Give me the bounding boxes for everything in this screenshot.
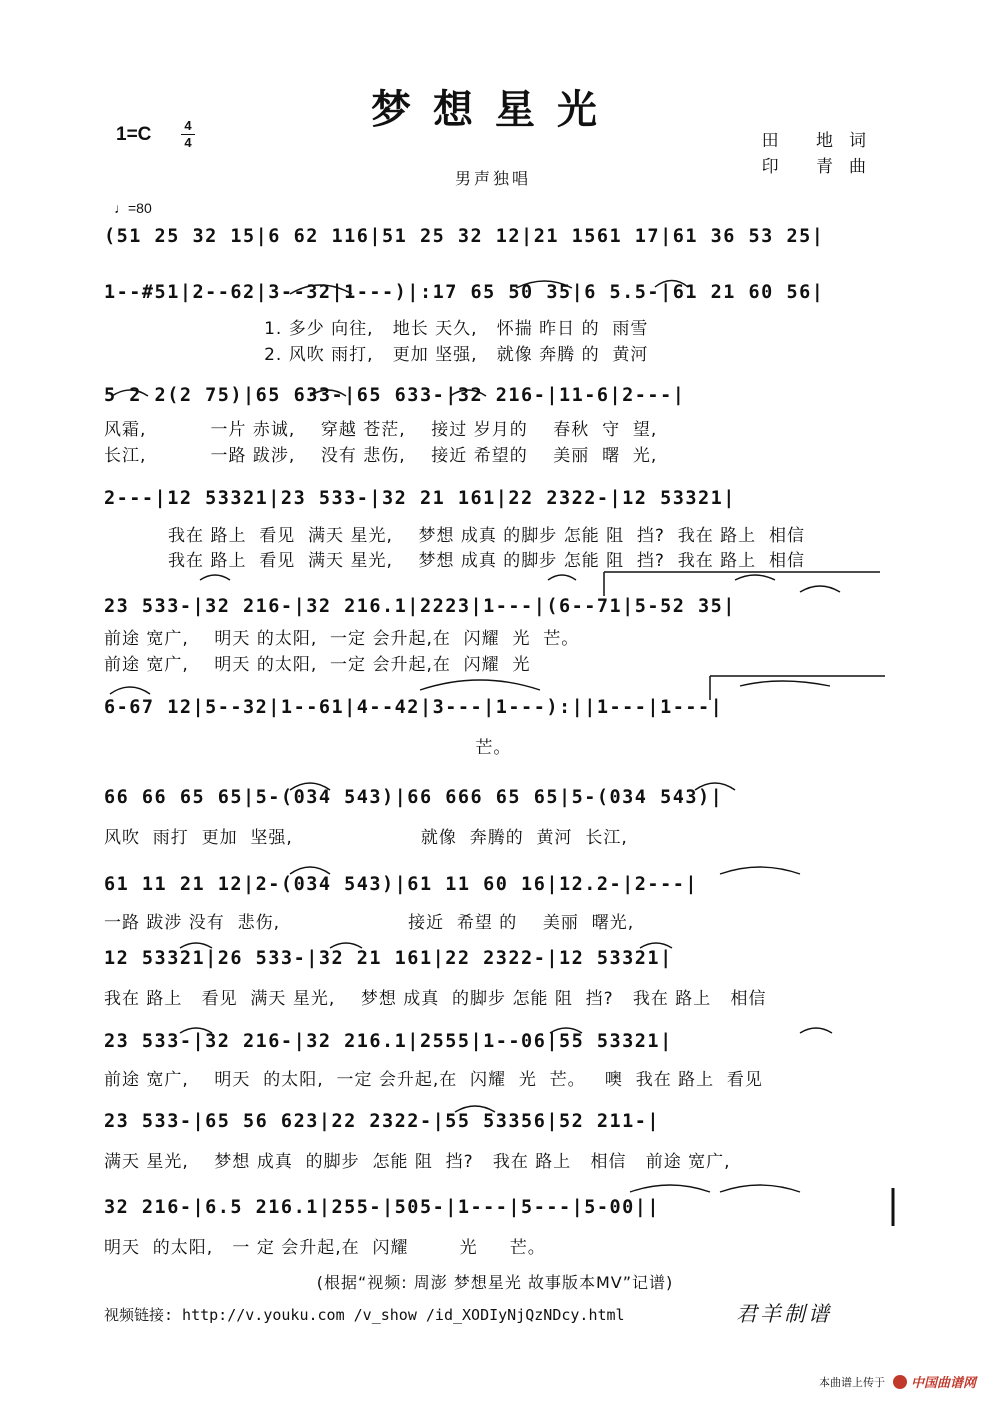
lyric-verse-1: 风吹 雨打 更加 坚强, 就像 奔腾的 黄河 长江, (104, 828, 628, 848)
song-title: 梦想星光 (371, 86, 619, 133)
tie-slur (550, 1028, 582, 1033)
tie-slur (640, 943, 672, 948)
tie-slur (310, 390, 346, 396)
upload-footer (819, 1372, 976, 1391)
tie-slur (735, 575, 775, 580)
time-denominator: 4 (184, 135, 192, 150)
tie-slur (180, 1028, 212, 1033)
notes-line: 2---|12 53321|23 533-|32 21 161|22 2322-|12 53321| (104, 488, 736, 509)
tie-slur (740, 681, 830, 686)
notes-line: 5 2 2(2 75)|65 633-|65 633-|32 216-|11-6|2---| (104, 385, 686, 406)
upload-note: 本曲谱上传于 (818, 1375, 885, 1389)
tie-slur (290, 285, 352, 294)
lyric-verse-2: 我在 路上 看见 满天 星光, 梦想 成真 的脚步 怎能 阻 挡? 我在 路上 相信 (104, 551, 805, 571)
site-logo-icon (893, 1375, 907, 1389)
lyric-verse-1: 一路 跋涉 没有 悲伤, 接近 希望 的 美丽 曙光, (104, 913, 635, 933)
lyric-verse-1: 明天 的太阳, 一 定 会升起,在 闪耀 光 芒。 (104, 1238, 546, 1258)
lyric-verse-1: 我在 路上 看见 满天 星光, 梦想 成真 的脚步 怎能 阻 挡? 我在 路上 相信 (104, 989, 767, 1009)
tie-slur (720, 867, 800, 874)
key-signature: 1=C (116, 124, 152, 145)
tie-slur (112, 390, 148, 396)
lyric-verse-2: 2. 风吹 雨打, 更加 坚强, 就像 奔腾 的 黄河 (104, 345, 649, 365)
tie-slur (290, 783, 330, 790)
site-name[interactable]: 中国曲谱网 (910, 1376, 976, 1391)
tie-slur (450, 390, 486, 396)
notes-line: (51 25 32 15|6 62 116|51 25 32 12|21 1561 17|61 36 53 25| (104, 226, 825, 247)
tie-slur (330, 943, 362, 948)
lyric-verse-1: 前途 宽广, 明天 的太阳, 一定 会升起,在 闪耀 光 芒。 (104, 629, 580, 649)
composer-credit: 印 青曲 (761, 157, 882, 177)
notes-line: 66 66 65 65|5-(034 543)|66 666 65 65|5-(034 543)| (104, 787, 724, 808)
lyric-verse-2: 前途 宽广, 明天 的太阳, 一定 会升起,在 闪耀 光 (104, 655, 531, 675)
notes-line: 23 533-|32 216-|32 216.1|2223|1---|(6--71|5-52 35| (104, 596, 736, 617)
lyric-verse-2: 长江, 一路 跋涉, 没有 悲伤, 接近 希望的 美丽 曙 光, (104, 446, 658, 466)
tie-slur (630, 1185, 710, 1192)
tie-slur (695, 783, 735, 790)
performer-label: 男声独唱 (455, 169, 532, 188)
tie-slur (548, 575, 576, 580)
notes-line: 12 53321|26 533-|32 21 161|22 2322-|12 53321| (104, 948, 673, 969)
notes-line: 23 533-|65 56 623|22 2322-|55 53356|52 211-| (104, 1111, 661, 1132)
notes-line: 6-67 12|5--32|1--61|4--42|3---|1---):||1---|1---| (104, 697, 724, 718)
tie-slur (200, 575, 230, 580)
time-numerator: 4 (184, 118, 192, 133)
arranger-signature: 君羊制谱 (736, 1302, 832, 1326)
tie-slur (420, 680, 540, 690)
tie-slur (800, 586, 840, 592)
notes-line: 1--#51|2--62|3--32|1---)|:17 65 50 35|6 5.5-|61 21 60 56| (104, 282, 825, 303)
notes-line: 61 11 21 12|2-(034 543)|61 11 60 16|12.2-|2---| (104, 874, 698, 895)
tempo-marking: ♩=80 (114, 200, 152, 216)
tie-slur (455, 1106, 495, 1112)
tie-slur (180, 943, 212, 948)
notes-line: 23 533-|32 216-|32 216.1|2555|1--06|55 53321| (104, 1031, 673, 1052)
source-note: (根据“视频: 周澎 梦想星光 故事版本MV”记谱) (316, 1273, 674, 1292)
lyric-verse-1: 满天 星光, 梦想 成真 的脚步 怎能 阻 挡? 我在 路上 相信 前途 宽广, (104, 1152, 731, 1172)
tie-slur (720, 1185, 800, 1192)
tie-slur (290, 867, 330, 874)
tie-slur (655, 281, 688, 288)
notes-line: 32 216-|6.5 216.1|255-|505-|1---|5---|5-00|| (104, 1197, 661, 1218)
lyric-verse-1: 我在 路上 看见 满天 星光, 梦想 成真 的脚步 怎能 阻 挡? 我在 路上 相信 (104, 526, 805, 546)
lyric-verse-1: 前途 宽广, 明天 的太阳, 一定 会升起,在 闪耀 光 芒。 噢 我在 路上 看见 (104, 1070, 763, 1090)
lyric-verse-1: 1. 多少 向往, 地长 天久, 怀揣 昨日 的 雨雪 (104, 319, 649, 339)
lyric-verse-1: 风霜, 一片 赤诚, 穿越 苍茫, 接过 岁月的 春秋 守 望, (104, 420, 658, 440)
video-link[interactable]: 视频链接: http://v.youku.com /v_show /id_XODIyNjQzNDcy.html (104, 1306, 625, 1324)
tie-slur (800, 1028, 832, 1033)
lyric-verse-1: 芒。 (104, 738, 512, 758)
tie-slur (110, 687, 150, 694)
tie-slur (516, 281, 572, 288)
lyricist-credit: 田 地词 (761, 131, 882, 151)
